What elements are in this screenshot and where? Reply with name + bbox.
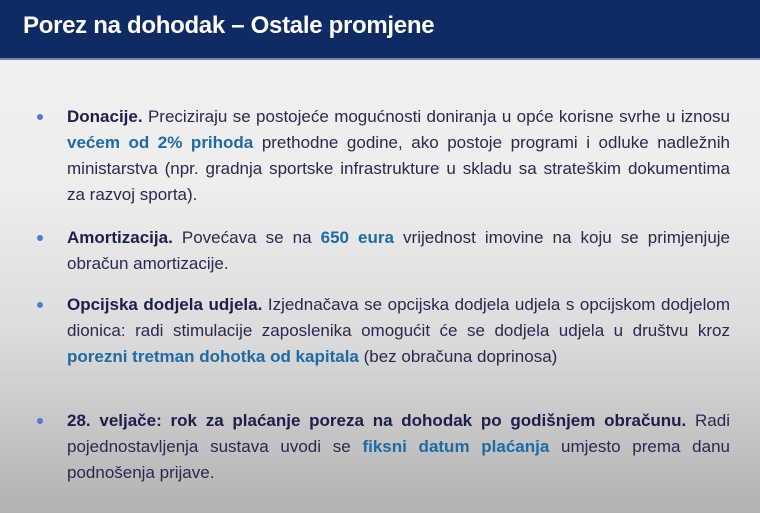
bullet-body: (bez obračuna doprinosa) (358, 347, 558, 366)
bullet-text (67, 408, 730, 486)
bullet-heading: Opcijska dodjela udjela. (67, 295, 263, 314)
bullet-body: Preciziraju se postojeće mogućnosti doniranja u opće korisne svrhe u iznosu (142, 107, 730, 126)
bullet-highlight: fiksni datum plaćanja (362, 437, 550, 456)
bullet-icon (37, 302, 43, 308)
bullet-body: Radi pojednostavljenja sustava uvodi se (67, 411, 730, 456)
bullet-text (67, 225, 730, 277)
bullet-icon (37, 114, 43, 120)
bullet-highlight: većem od 2% prihoda (67, 133, 254, 152)
bullet-icon (37, 418, 43, 424)
bullet-body: prethodne godine, ako postoje programi i odluke nadležnih ministarstva (npr. gradnja sportske infrastrukture u skladu sa strateškim dokumentima za razvoj sporta). (67, 133, 730, 204)
bullet-body: vrijednost imovine na koju se primjenjuje obračun amortizacije. (67, 228, 730, 273)
bullet-heading: 28. veljače: rok za plaćanje poreza na dohodak po godišnjem obračunu. (67, 411, 687, 430)
bullet-body: Izjednačava se opcijska dodjela udjela s opcijskom dodjelom dionica: radi stimulacije zaposlenika omogućit će se dodjela udjela u društvu kroz (67, 295, 730, 340)
bullet-heading: Amortizacija. (67, 228, 173, 247)
slide-title: Porez na dohodak – Ostale promjene (23, 12, 435, 39)
bullet-text (67, 104, 730, 208)
bullet-highlight: porezni tretman dohotka od kapitala (67, 347, 359, 366)
bullet-text (67, 292, 730, 370)
bullet-icon (37, 235, 43, 241)
bullet-body: umjesto prema danu podnošenja prijave. (67, 437, 730, 482)
bullet-highlight: 650 eura (320, 228, 394, 247)
bullet-body: Povećava se na (172, 228, 321, 247)
bullet-heading: Donacije. (67, 107, 143, 126)
